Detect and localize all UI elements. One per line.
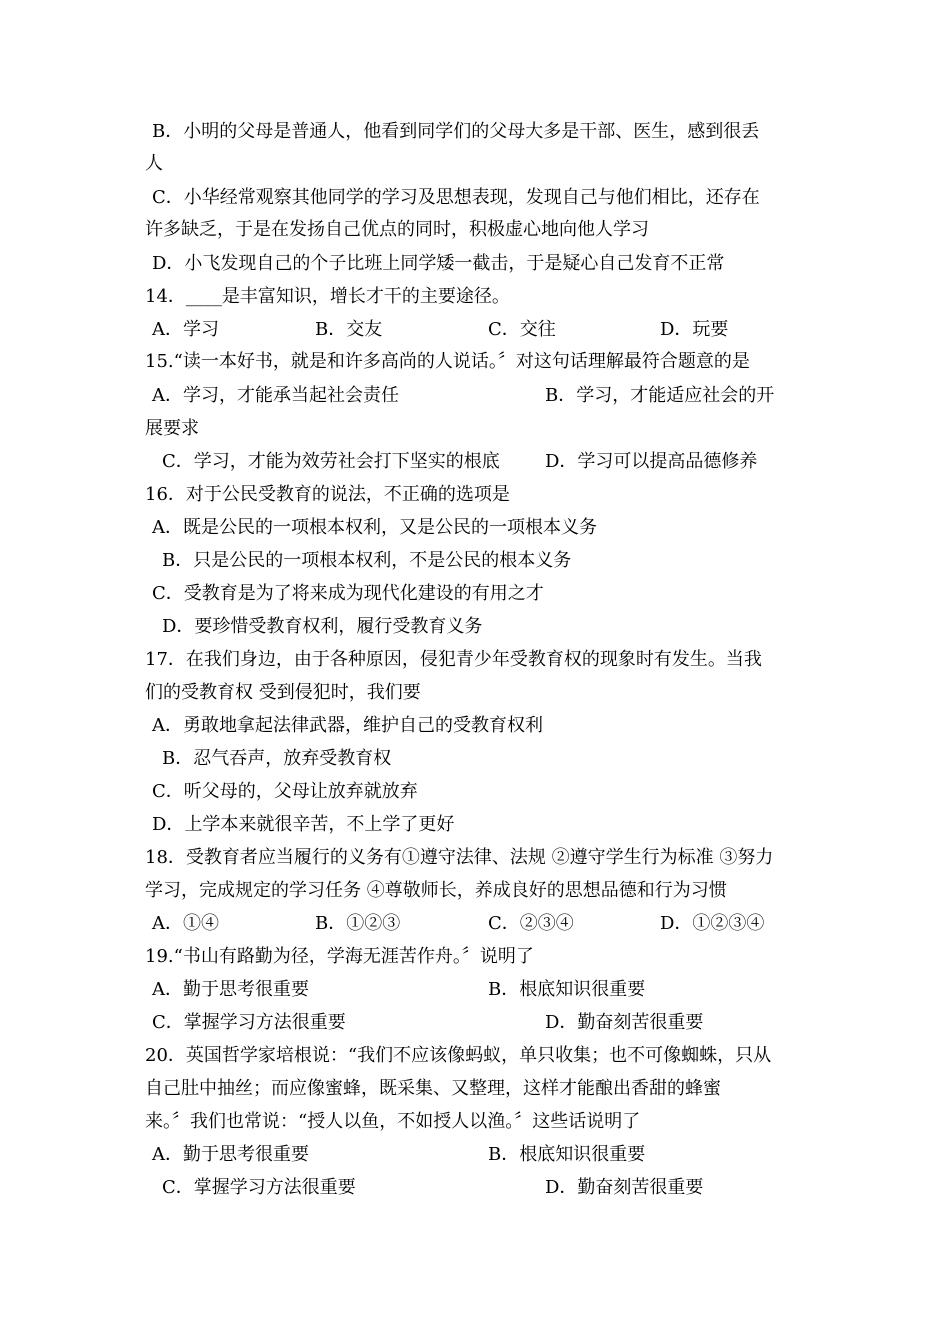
q17-question-line1: 17．在我们身边，由于各种原因，侵犯青少年受教育权的现象时有发生。当我 [145, 649, 762, 670]
q18-option-c: C．②③④ [488, 913, 574, 934]
q14-option-d: D．玩要 [660, 319, 729, 340]
q17-option-d: D．上学本来就很辛苦，不上学了更好 [152, 814, 455, 835]
q14-question: 14．____是丰富知识，增长才干的主要途径。 [145, 286, 510, 307]
q20-option-a: A．勤于思考很重要 [152, 1144, 309, 1165]
q16-question: 16．对于公民受教育的说法，不正确的选项是 [145, 484, 510, 505]
q18-option-d: D．①②③④ [660, 913, 765, 934]
q16-option-c: C．受教育是为了将来成为现代化建设的有用之才 [152, 583, 544, 604]
q13-option-b-line1: B．小明的父母是普通人，他看到同学们的父母大多是干部、医生，感到很丢 [152, 121, 760, 142]
q18-question-line1: 18．受教育者应当履行的义务有①遵守法律、法规 ②遵守学生行为标准 ③努力 [145, 847, 774, 868]
q15-option-d: D．学习可以提高品德修养 [545, 451, 758, 472]
q13-option-c-line1: C．小华经常观察其他同学的学习及思想表现，发现自己与他们相比，还存在 [152, 187, 760, 208]
q19-option-b: B．根底知识很重要 [488, 979, 646, 1000]
q19-question: 19.“书山有路勤为径，学海无涯苦作舟。〞说明了 [145, 946, 534, 967]
q13-option-c-line2: 许多缺乏，于是在发扬自己优点的同时，积极虚心地向他人学习 [145, 219, 649, 240]
q20-question-line1: 20．英国哲学家培根说：“我们不应该像蚂蚁，单只收集；也不可像蜘蛛，只从 [145, 1045, 772, 1066]
q14-option-a: A．学习 [152, 319, 219, 340]
q18-option-b: B．①②③ [315, 913, 401, 934]
q16-option-d: D．要珍惜受教育权利，履行受教育义务 [162, 616, 483, 637]
q20-question-line3: 来。〞我们也常说：“授人以鱼，不如授人以渔。〞这些话说明了 [145, 1111, 641, 1132]
q16-option-a: A．既是公民的一项根本权利，又是公民的一项根本义务 [152, 517, 597, 538]
q13-option-b-line2: 人 [145, 153, 163, 174]
q19-option-d: D．勤奋刻苦很重要 [545, 1012, 704, 1033]
q17-option-a: A．勇敢地拿起法律武器，维护自己的受教育权利 [152, 715, 543, 736]
q15-option-b-line1: B．学习，才能适应社会的开 [545, 385, 775, 406]
q15-option-c: C．学习，才能为效劳社会打下坚实的根底 [162, 451, 500, 472]
q18-question-line2: 学习，完成规定的学习任务 ④尊敬师长，养成良好的思想品德和行为习惯 [145, 880, 727, 901]
q19-option-a: A．勤于思考很重要 [152, 979, 309, 1000]
q17-option-c: C．听父母的，父母让放弃就放弃 [152, 781, 418, 802]
q15-option-a: A．学习，才能承当起社会责任 [152, 385, 399, 406]
q17-option-b: B．忍气吞声，放弃受教育权 [162, 748, 392, 769]
q20-option-d: D．勤奋刻苦很重要 [545, 1177, 704, 1198]
q15-question: 15.“读一本好书，就是和许多高尚的人说话。〞对这句话理解最符合题意的是 [145, 351, 750, 372]
q14-option-c: C．交往 [488, 319, 556, 340]
q18-option-a: A．①④ [152, 913, 219, 934]
q20-option-b: B．根底知识很重要 [488, 1144, 646, 1165]
q14-option-b: B．交友 [315, 319, 383, 340]
q17-question-line2: 们的受教育权 受到侵犯时，我们要 [145, 682, 421, 703]
q16-option-b: B．只是公民的一项根本权利，不是公民的根本义务 [162, 550, 572, 571]
q13-option-d: D．小飞发现自己的个子比班上同学矮一截击，于是疑心自己发育不正常 [152, 253, 725, 274]
q20-question-line2: 自己肚中抽丝；而应像蜜蜂，既采集、又整理，这样才能酿出香甜的蜂蜜 [145, 1078, 721, 1099]
q19-option-c: C．掌握学习方法很重要 [152, 1012, 346, 1033]
q20-option-c: C．掌握学习方法很重要 [162, 1177, 356, 1198]
q15-option-b-line2: 展要求 [145, 418, 199, 439]
